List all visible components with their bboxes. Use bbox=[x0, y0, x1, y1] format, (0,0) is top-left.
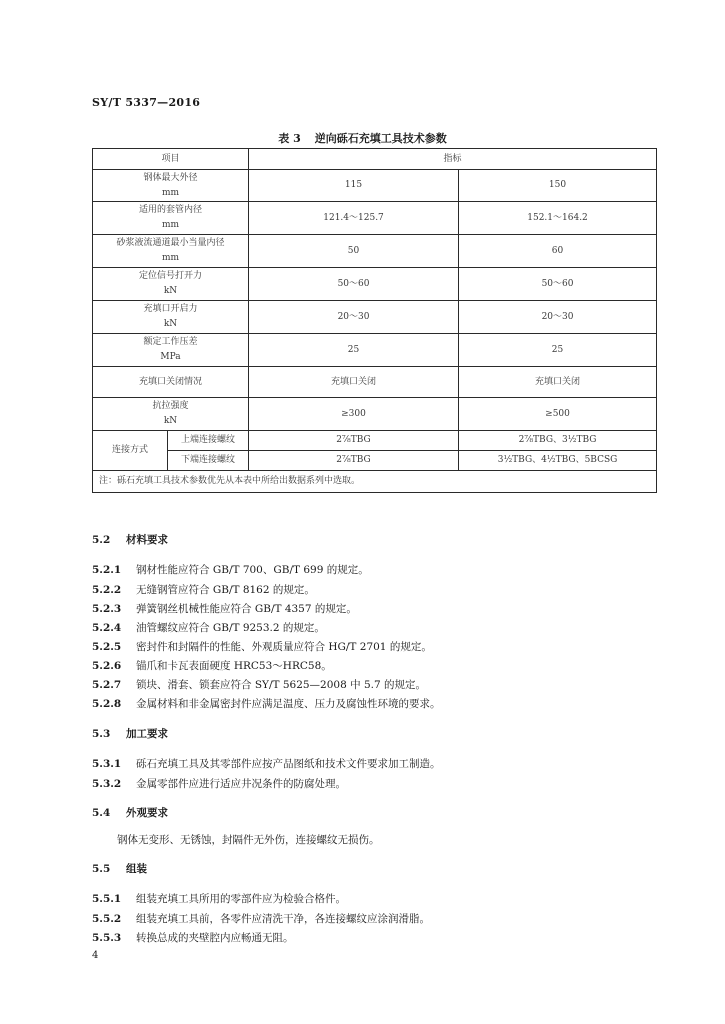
clause-text: 油管螺纹应符合 GB/T 9253.2 的规定。 bbox=[136, 622, 325, 634]
clause-text: 转换总成的夹壁腔内应畅通无阻。 bbox=[136, 932, 294, 944]
clause bbox=[92, 620, 325, 635]
clause bbox=[92, 639, 432, 654]
value-cell: 115 bbox=[249, 170, 459, 202]
row-label bbox=[93, 398, 249, 431]
row-label bbox=[93, 235, 249, 268]
parameters-table bbox=[92, 148, 657, 493]
row-label bbox=[93, 367, 249, 398]
value-cell: 20～30 bbox=[459, 301, 657, 334]
value-cell: 50～60 bbox=[459, 268, 657, 301]
param-unit: mm bbox=[161, 253, 180, 263]
clause-text: 金属零部件应进行适应井况条件的防腐处理。 bbox=[136, 778, 346, 790]
clause bbox=[92, 911, 430, 926]
section-number: 5.4 bbox=[92, 807, 111, 819]
table-row bbox=[93, 235, 657, 268]
clause bbox=[92, 601, 357, 616]
clause-number: 5.2.3 bbox=[92, 603, 122, 615]
table-row bbox=[93, 451, 657, 471]
section-heading bbox=[92, 532, 168, 547]
table-row bbox=[93, 202, 657, 235]
clause-number: 5.5.1 bbox=[92, 893, 122, 905]
param-unit: mm bbox=[161, 220, 180, 230]
value-cell: 充填口关闭 bbox=[459, 367, 657, 398]
param-unit: kN bbox=[163, 319, 178, 329]
section-title: 组装 bbox=[126, 863, 147, 875]
value-cell: 150 bbox=[459, 170, 657, 202]
clause bbox=[92, 756, 441, 771]
param-name: 定位信号打开力 bbox=[139, 271, 203, 281]
param-unit: kN bbox=[163, 286, 178, 296]
value-cell: 2⅞TBG bbox=[249, 451, 459, 471]
section-heading bbox=[92, 726, 168, 741]
standard-code: SY/T 5337—2016 bbox=[92, 96, 201, 109]
table-note-row bbox=[93, 471, 657, 493]
clause bbox=[92, 776, 346, 791]
section-number: 5.3 bbox=[92, 728, 111, 740]
value-cell: 50～60 bbox=[249, 268, 459, 301]
section-heading bbox=[92, 861, 147, 876]
clause bbox=[92, 677, 426, 692]
value-cell: 20～30 bbox=[249, 301, 459, 334]
clause-number: 5.2.7 bbox=[92, 679, 122, 691]
param-name: 额定工作压差 bbox=[143, 337, 198, 347]
param-name: 充填口开启力 bbox=[143, 304, 198, 314]
clause-text: 密封件和封隔件的性能、外观质量应符合 HG/T 2701 的规定。 bbox=[136, 641, 432, 653]
value-cell: 25 bbox=[249, 334, 459, 367]
clause-text: 锁块、滑套、锁套应符合 SY/T 5625—2008 中 5.7 的规定。 bbox=[136, 679, 426, 691]
row-label bbox=[93, 268, 249, 301]
clause-number: 5.3.1 bbox=[92, 758, 122, 770]
value-cell: 60 bbox=[459, 235, 657, 268]
clause-text: 钢材性能应符合 GB/T 700、GB/T 699 的规定。 bbox=[136, 564, 369, 576]
section-title: 加工要求 bbox=[126, 728, 168, 740]
value-cell: 25 bbox=[459, 334, 657, 367]
value-cell: ≥500 bbox=[459, 398, 657, 431]
param-name: 充填口关闭情况 bbox=[139, 376, 203, 387]
clause-text: 弹簧钢丝机械性能应符合 GB/T 4357 的规定。 bbox=[136, 603, 357, 615]
clause bbox=[92, 582, 315, 597]
row-label bbox=[93, 301, 249, 334]
table-row bbox=[93, 431, 657, 451]
table-note: 注：砾石充填工具技术参数优先从本表中所给出数据系列中选取。 bbox=[93, 471, 657, 493]
sub-row-label: 上端连接螺纹 bbox=[168, 431, 249, 451]
row-label bbox=[93, 334, 249, 367]
clause-text: 金属材料和非金属密封件应满足温度、压力及腐蚀性环境的要求。 bbox=[136, 698, 441, 710]
clause-number: 5.3.2 bbox=[92, 778, 122, 790]
clause-number: 5.5.2 bbox=[92, 913, 122, 925]
clause-text: 组装充填工具前，各零件应清洗干净，各连接螺纹应涂润滑脂。 bbox=[136, 913, 430, 925]
section-title: 材料要求 bbox=[126, 534, 168, 546]
clause-number: 5.2.4 bbox=[92, 622, 122, 634]
table-row bbox=[93, 301, 657, 334]
value-cell: ≥300 bbox=[249, 398, 459, 431]
table-row bbox=[93, 367, 657, 398]
value-cell: 充填口关闭 bbox=[249, 367, 459, 398]
table-header-row bbox=[93, 149, 657, 170]
param-unit: MPa bbox=[160, 352, 181, 362]
param-name: 抗拉强度 bbox=[152, 401, 189, 411]
connection-label: 连接方式 bbox=[93, 431, 168, 471]
table-row bbox=[93, 398, 657, 431]
table-row bbox=[93, 334, 657, 367]
section-number: 5.2 bbox=[92, 534, 111, 546]
value-cell: 50 bbox=[249, 235, 459, 268]
table-title bbox=[0, 130, 725, 146]
table-caption: 逆向砾石充填工具技术参数 bbox=[314, 132, 447, 145]
value-cell: 152.1～164.2 bbox=[459, 202, 657, 235]
sub-row-label: 下端连接螺纹 bbox=[168, 451, 249, 471]
table-number: 表 3 bbox=[278, 132, 301, 145]
header-index: 指标 bbox=[249, 149, 657, 170]
param-unit: kN bbox=[163, 416, 178, 426]
table-row bbox=[93, 268, 657, 301]
header-item: 项目 bbox=[93, 149, 249, 170]
section-number: 5.5 bbox=[92, 863, 111, 875]
clause bbox=[92, 562, 369, 577]
clause-number: 5.2.6 bbox=[92, 660, 122, 672]
clause-text: 砾石充填工具及其零部件应按产品图纸和技术文件要求加工制造。 bbox=[136, 758, 441, 770]
value-cell: 121.4～125.7 bbox=[249, 202, 459, 235]
row-label bbox=[93, 202, 249, 235]
clause-number: 5.2.8 bbox=[92, 698, 122, 710]
clause bbox=[92, 891, 346, 906]
value-cell: 2⅞TBG bbox=[249, 431, 459, 451]
param-name: 适用的套管内径 bbox=[139, 205, 203, 215]
clause bbox=[92, 658, 332, 673]
clause-number: 5.2.1 bbox=[92, 564, 122, 576]
value-cell: 3½TBG、4½TBG、5BCSG bbox=[459, 451, 657, 471]
clause-number: 5.2.5 bbox=[92, 641, 122, 653]
page-number: 4 bbox=[92, 950, 99, 961]
value-cell: 2⅞TBG、3½TBG bbox=[459, 431, 657, 451]
clause-text: 无缝钢管应符合 GB/T 8162 的规定。 bbox=[136, 584, 315, 596]
clause-text: 锚爪和卡瓦表面硬度 HRC53～HRC58。 bbox=[136, 660, 332, 672]
clause-text: 组装充填工具所用的零部件应为检验合格件。 bbox=[136, 893, 346, 905]
clause bbox=[92, 930, 294, 945]
paragraph: 钢体无变形、无锈蚀，封隔件无外伤，连接螺纹无损伤。 bbox=[117, 834, 380, 846]
row-label bbox=[93, 170, 249, 202]
section-title: 外观要求 bbox=[126, 807, 168, 819]
param-name: 砂浆液流通道最小当量内径 bbox=[116, 238, 225, 248]
param-unit: mm bbox=[161, 187, 180, 198]
section-heading bbox=[92, 805, 168, 820]
clause bbox=[92, 696, 441, 711]
clause-number: 5.2.2 bbox=[92, 584, 122, 596]
table-row bbox=[93, 170, 657, 202]
clause-number: 5.5.3 bbox=[92, 932, 122, 944]
param-name: 钢体最大外径 bbox=[143, 172, 198, 183]
